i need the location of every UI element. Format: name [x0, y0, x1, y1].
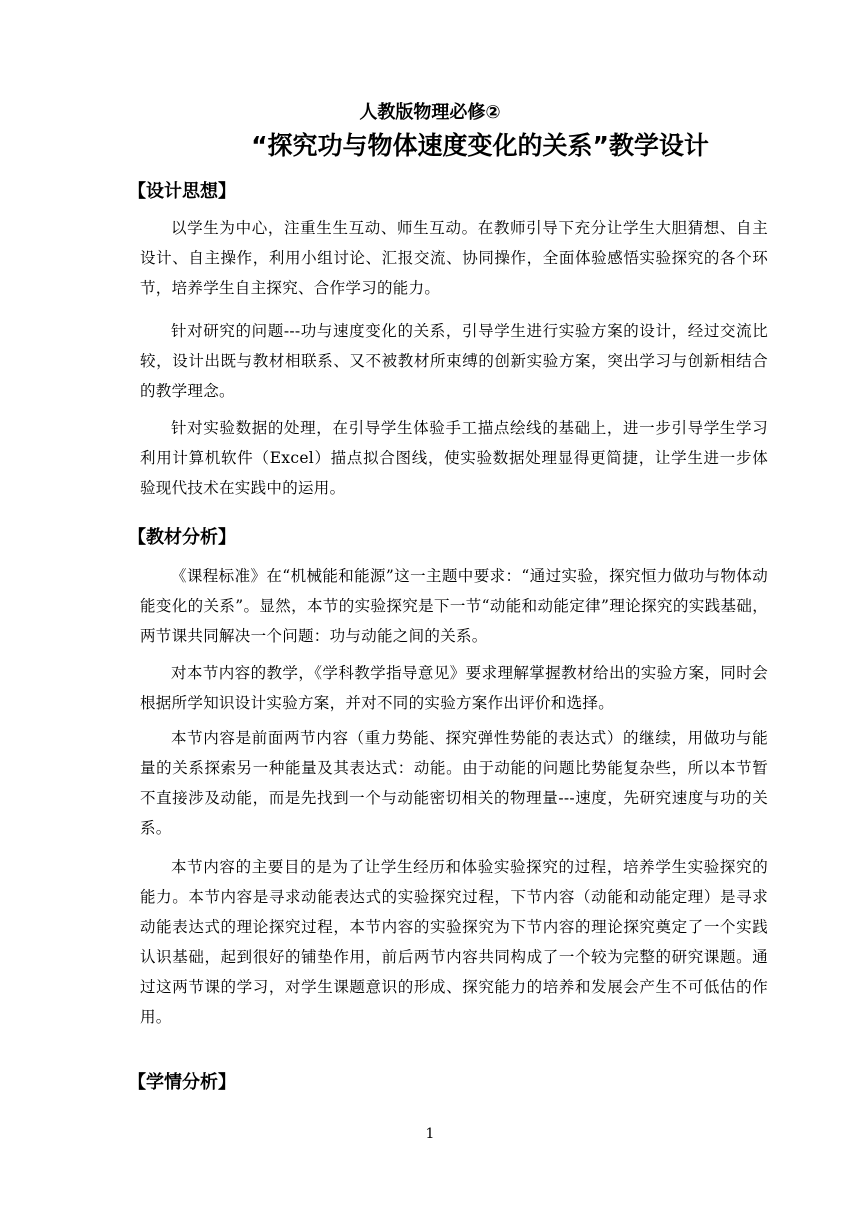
paragraph: 针对研究的问题---功与速度变化的关系，引导学生进行实验方案的设计，经过交流比较，设计出既与教材相联系、又不被教材所束缚的创新实验方案，突出学习与创新相结合的教学理念。	[140, 322, 768, 400]
document-subtitle: 人教版物理必修②	[359, 102, 501, 123]
paragraph: 以学生为中心，注重生生互动、师生互动。在教师引导下充分让学生大胆猜想、自主设计、自主操作，利用小组讨论、汇报交流、协同操作，全面体验感悟实验探究的各个环节，培养学生自主探究、合作学习的能力。	[140, 219, 768, 297]
section-heading-design-idea: 【设计思想】	[128, 181, 236, 202]
paragraph: 针对实验数据的处理，在引导学生体验手工描点绘线的基础上，进一步引导学生学习利用计算机软件（Excel）描点拟合图线，使实验数据处理显得更简捷，让学生进一步体验现代技术在实践中的运用。	[140, 419, 768, 497]
paragraph: 对本节内容的教学，《学科教学指导意见》要求理解掌握教材给出的实验方案，同时会根据所学知识设计实验方案，并对不同的实验方案作出评价和选择。	[140, 664, 768, 712]
paragraph: 《课程标准》在“机械能和能源”这一主题中要求：“通过实验，探究恒力做功与物体动能变化的关系”。显然，本节的实验探究是下一节“动能和动能定律”理论探究的实践基础，两节课共同解决一个问题：功与动能之间的关系。	[140, 567, 768, 645]
paragraph: 本节内容是前面两节内容（重力势能、探究弹性势能的表达式）的继续，用做功与能量的关系探索另一种能量及其表达式：动能。由于动能的问题比势能复杂些，所以本节暂不直接涉及动能，而是先找到一个与动能密切相关的物理量---速度，先研究速度与功的关系。	[140, 729, 768, 837]
section-heading-textbook-analysis: 【教材分析】	[128, 527, 236, 548]
document-title: “探究功与物体速度变化的关系”教学设计	[251, 131, 709, 160]
section-heading-student-analysis: 【学情分析】	[128, 1072, 236, 1093]
paragraph: 本节内容的主要目的是为了让学生经历和体验实验探究的过程，培养学生实验探究的能力。本节内容是寻求动能表达式的实验探究过程，下节内容（动能和动能定理）是寻求动能表达式的理论探究过程，本节内容的实验探究为下节内容的理论探究奠定了一个实践认识基础，起到很好的铺垫作用，前后两节内容共同构成了一个较为完整的研究课题。通过这两节课的学习，对学生课题意识的形成、探究能力的培养和发展会产生不可低估的作用。	[140, 858, 768, 1026]
page-number: 1	[425, 1126, 435, 1142]
